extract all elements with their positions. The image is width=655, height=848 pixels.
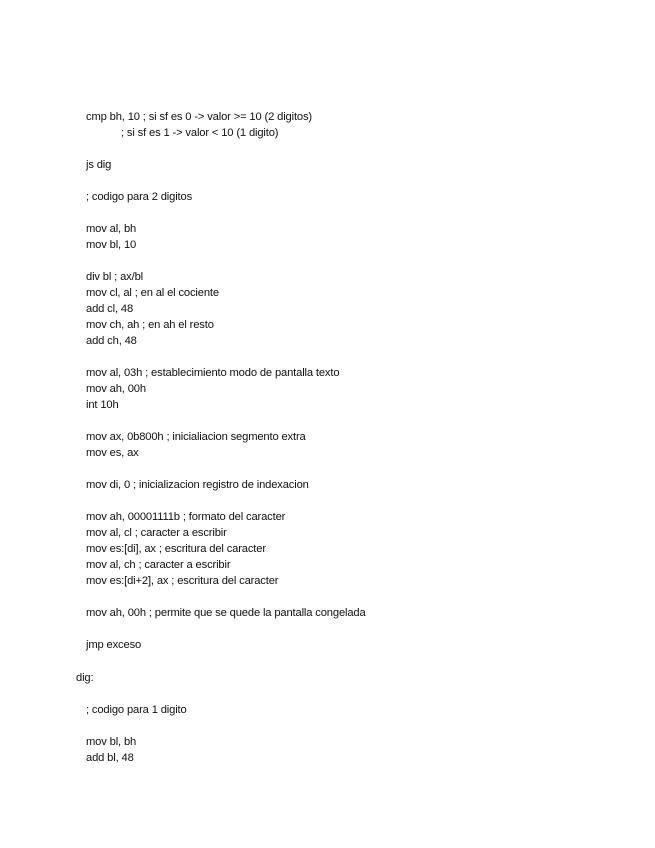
- code-line: mov al, cl ; caracter a escribir: [86, 527, 227, 539]
- code-line: add bl, 48: [86, 752, 134, 764]
- code-line-jmp: jmp exceso: [86, 639, 142, 651]
- code-comment-line: ; si sf es 1 -> valor < 10 (1 digito): [121, 127, 279, 139]
- code-line: mov al, bh: [86, 223, 137, 235]
- code-comment-line: ; codigo para 1 digito: [86, 704, 187, 716]
- code-line: mov bl, bh: [86, 736, 137, 748]
- code-line: mov es, ax: [86, 447, 139, 459]
- code-line: add ch, 48: [86, 335, 137, 347]
- code-line: add cl, 48: [86, 303, 134, 315]
- code-line: int 10h: [86, 399, 119, 411]
- code-line: mov ah, 00h ; permite que se quede la pantalla congelada: [86, 607, 366, 619]
- code-label-dig: dig:: [76, 672, 94, 684]
- code-line: mov al, 03h ; establecimiento modo de pantalla texto: [86, 367, 340, 379]
- code-line: mov ah, 00001111b ; formato del caracter: [86, 511, 286, 523]
- code-line: mov ah, 00h: [86, 383, 146, 395]
- code-line: mov al, ch ; caracter a escribir: [86, 559, 231, 571]
- code-line: mov cl, al ; en al el cociente: [86, 287, 219, 299]
- code-line: mov es:[di+2], ax ; escritura del caracter: [86, 575, 279, 587]
- code-line: mov ch, ah ; en ah el resto: [86, 319, 214, 331]
- code-line-js: js dig: [86, 159, 112, 171]
- code-line: mov bl, 10: [86, 239, 137, 251]
- code-line: mov es:[di], ax ; escritura del caracter: [86, 543, 266, 555]
- code-line: mov ax, 0b800h ; inicialiacion segmento extra: [86, 431, 306, 443]
- code-line: div bl ; ax/bl: [86, 271, 143, 283]
- code-line: mov di, 0 ; inicializacion registro de indexacion: [86, 479, 309, 491]
- code-comment-line: ; codigo para 2 digitos: [86, 191, 193, 203]
- code-line-cmp: cmp bh, 10 ; si sf es 0 -> valor >= 10 (2 digitos): [86, 111, 312, 123]
